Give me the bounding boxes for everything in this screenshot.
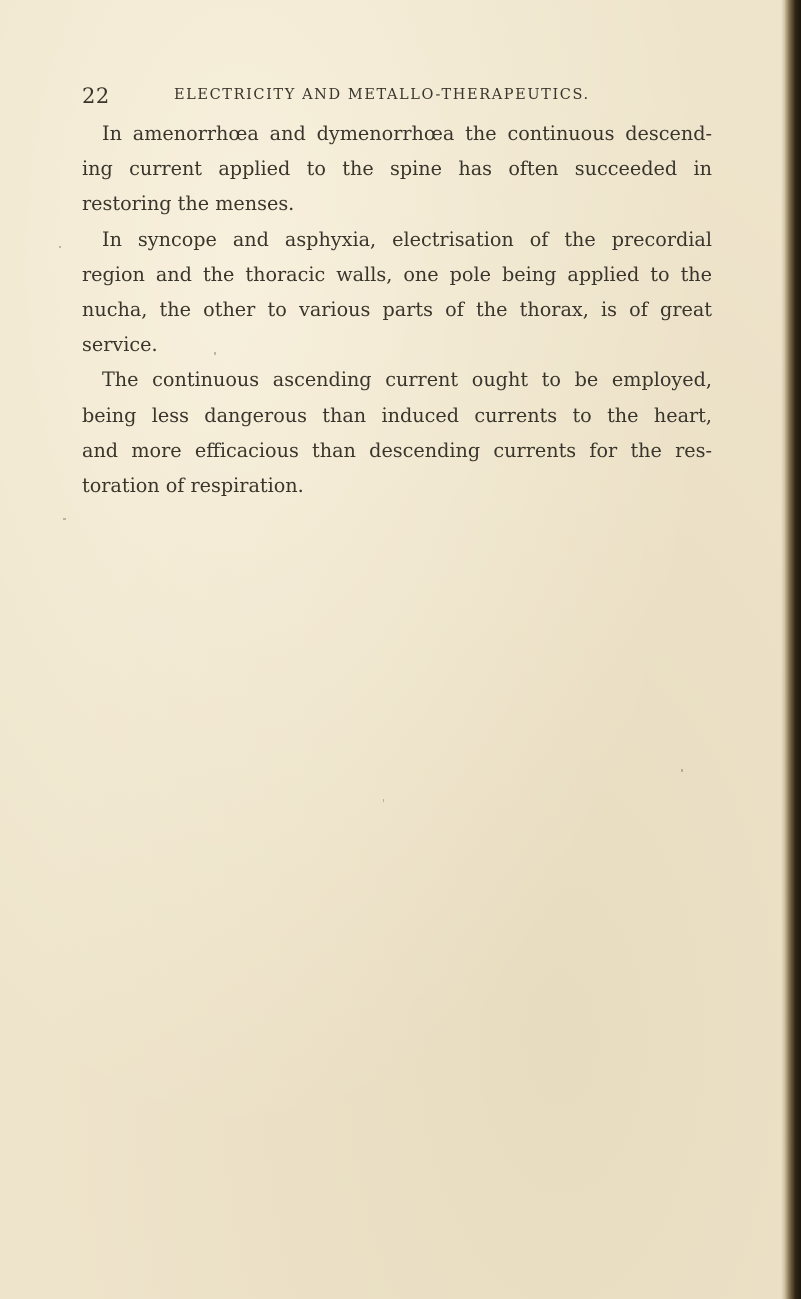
paragraph-amenorrhoea: [82, 116, 712, 222]
page-number: 22: [82, 84, 110, 108]
text-line: region and the thoracic walls, one pole being applied to the: [82, 262, 712, 286]
paper-fleck: [681, 769, 683, 772]
paper-fleck: [383, 799, 384, 802]
running-head: [82, 84, 702, 114]
page-edge: [785, 0, 801, 1299]
paragraph-syncope: [82, 222, 712, 363]
text-line: In syncope and asphyxia, electrisation of the precordial: [102, 227, 712, 251]
paragraph-ascending-current: [82, 362, 712, 503]
text-line: and more efficacious than descending currents for the res-: [82, 438, 712, 462]
text-line: toration of respiration.: [82, 473, 304, 497]
text-line: ing current applied to the spine has often succeeded in: [82, 157, 712, 181]
text-line: being less dangerous than induced currents to the heart,: [82, 403, 712, 427]
paper-fleck: [214, 352, 216, 355]
text-line: service.: [82, 333, 158, 357]
text-line: restoring the menses.: [82, 192, 295, 216]
running-header-title: ELECTRICITY AND METALLO-THERAPEUTICS.: [174, 87, 590, 103]
paper-fleck: [63, 518, 66, 520]
text-line: The continuous ascending current ought to be employed,: [102, 368, 712, 392]
text-line: nucha, the other to various parts of the thorax, is of great: [82, 297, 712, 321]
text-line: In amenorrhœa and dymenorrhœa the continuous descend-: [102, 122, 712, 145]
body-text: [82, 116, 712, 503]
paper-fleck: [59, 246, 61, 248]
